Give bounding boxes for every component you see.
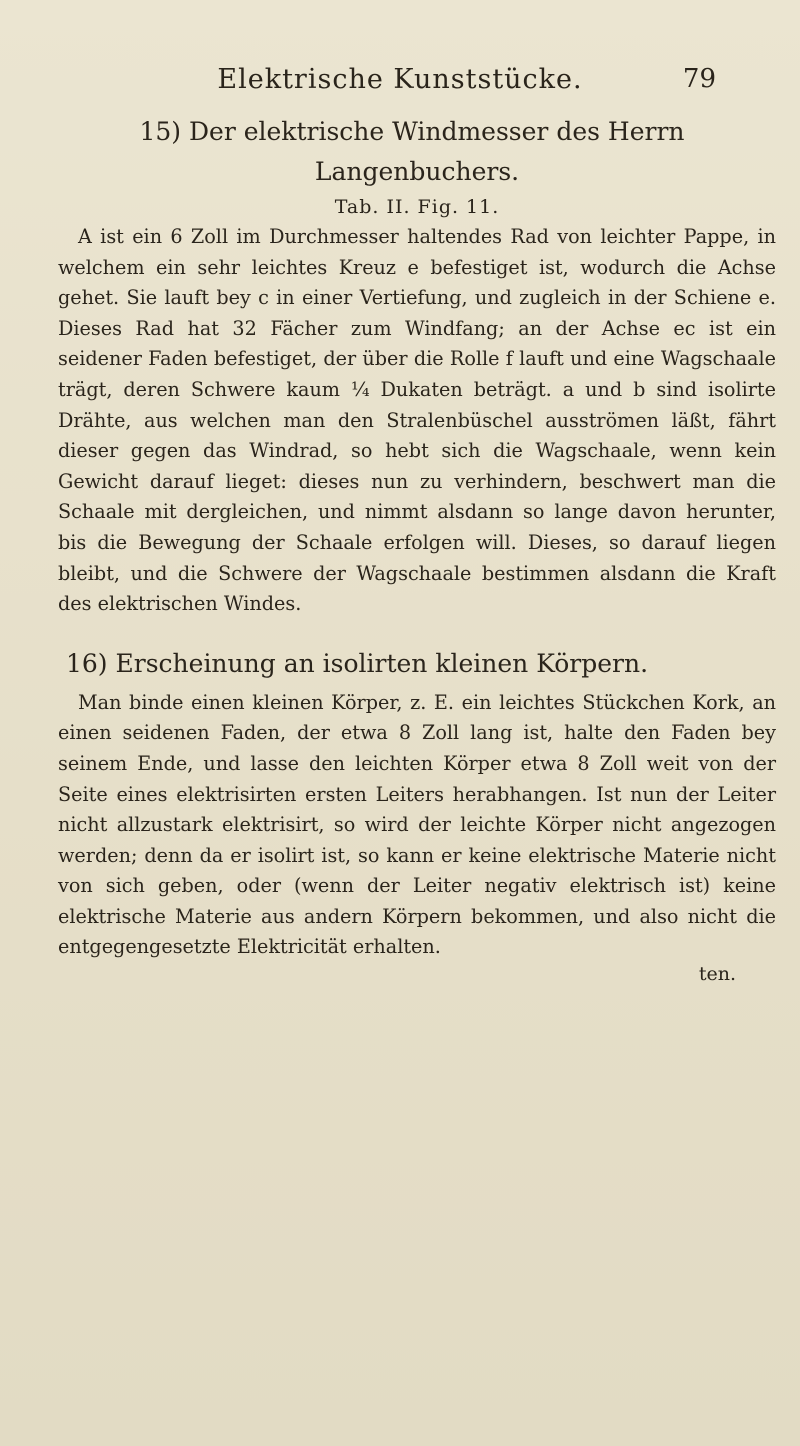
section-16-heading: 16) Erscheinung an isolirten kleinen Körpern. <box>66 648 649 678</box>
section-15-heading: 15) Der elektrische Windmesser des Herrn Langenbuchers. <box>139 117 685 186</box>
catchword: ten. <box>698 963 736 986</box>
section-16-paragraph: Man binde einen kleinen Körper, z. E. ein leichtes Stückchen Kork, an einen seidenen Faden, der etwa 8 Zoll lang ist, halte den Faden bey seinem Ende, und lasse den leichten Körper etwa 8 Zoll weit von der Seite eines elektrisirten ersten Leiters herabhangen. Ist nun der Leiter nicht allzustark elektrisirt, so wird der leichte Körper nicht angezogen werden; denn da er isolirt ist, so kann er keine elektrische Materie nicht von sich geben, oder (wenn der Leiter negativ elektrisch ist) keine elektrische Materie aus andern Körpern bekommen, und also nicht die entgegengesetzte Elektricität erhalten. <box>58 690 776 959</box>
section-15-paragraph: A ist ein 6 Zoll im Durchmesser haltendes Rad von leichter Pappe, in welchem ein sehr leichtes Kreuz e befestiget ist, wodurch die Achse gehet. Sie lauft bey c in einer Vertiefung, und zugleich in der Schiene e. Dieses Rad hat 32 Fächer zum Windfang; an der Achse ec ist ein seidener Faden befestiget, der über die Rolle f lauft und eine Wagschaale trägt, deren Schwere kaum ¼ Dukaten beträgt. a und b sind isolirte Drähte, aus welchen man den Stralenbüschel ausströmen läßt, fährt dieser gegen das Windrad, so hebt sich die Wagschaale, wenn kein Gewicht darauf lieget: dieses nun zu verhindern, beschwert man die Schaale mit dergleichen, und nimmt alsdann so lange davon herunter, bis die Bewegung der Schaale erfolgen will. Dieses, so darauf liegen bleibt, und die Schwere der Wagschaale bestimmen alsdann die Kraft des elektrischen Windes. <box>58 225 776 616</box>
running-head-title: Elektrische Kunststücke. <box>217 64 583 95</box>
section-15-figure-reference: Tab. II. Fig. 11. <box>334 196 500 218</box>
page-number: 79 <box>682 64 716 94</box>
running-head <box>0 64 800 104</box>
page-content <box>58 112 776 985</box>
